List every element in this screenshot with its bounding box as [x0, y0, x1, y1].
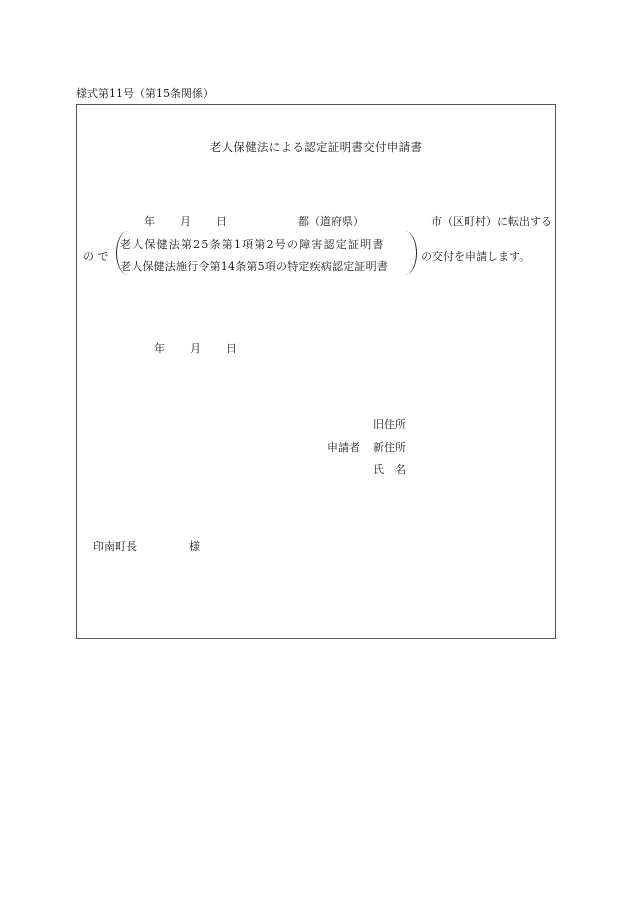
certificate-option-specific-disease: 老人保健法施行令第14条第5項の特定疾病認定証明書	[120, 260, 388, 273]
old-address-label: 旧住所	[373, 418, 406, 431]
application-year-label: 年	[154, 342, 165, 355]
new-address-label: 新住所	[373, 441, 406, 454]
city-transfer-text: 市（区町村）に転出する	[431, 215, 552, 228]
request-text: の交付を申請します。	[421, 250, 531, 263]
node-text: の で	[83, 250, 109, 263]
application-month-label: 月	[190, 342, 201, 355]
form-number: 様式第11号（第15条関係）	[76, 87, 214, 100]
name-label: 氏 名	[373, 463, 406, 476]
transfer-month-label: 月	[180, 215, 191, 228]
recipient-office: 印南町長	[93, 540, 137, 553]
transfer-year-label: 年	[144, 215, 155, 228]
application-day-label: 日	[226, 342, 237, 355]
certificate-option-disability: 老人保健法第25条第1項第2号の障害認定証明書	[120, 238, 385, 251]
transfer-day-label: 日	[216, 215, 227, 228]
application-form	[76, 104, 556, 639]
form-title: 老人保健法による認定証明書交付申請書	[209, 140, 423, 154]
prefecture-label: 都（道府県）	[298, 215, 364, 228]
recipient-honorific: 様	[189, 540, 200, 553]
applicant-label: 申請者	[327, 441, 360, 454]
